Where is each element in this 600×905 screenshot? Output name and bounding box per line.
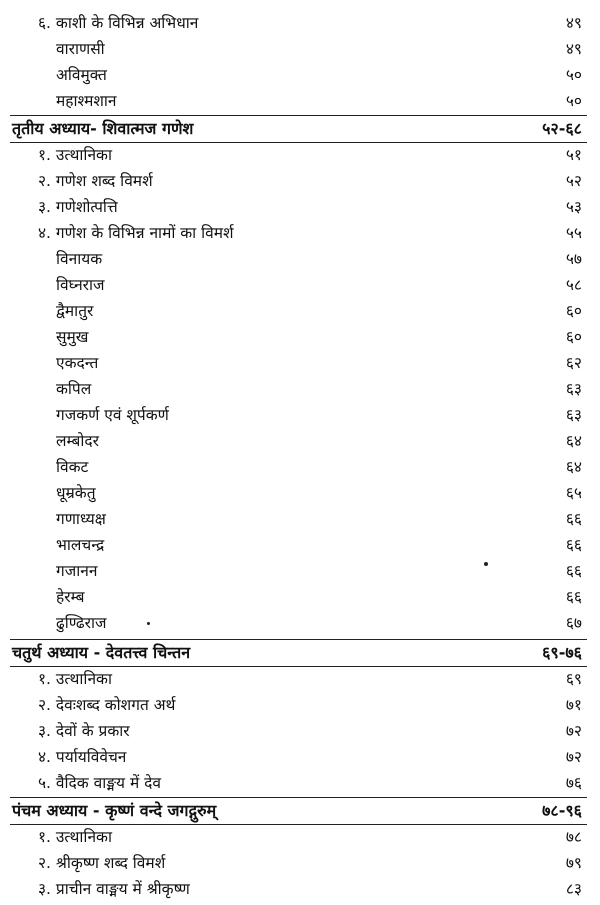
chapter-title: पंचम अध्याय - कृष्णं वन्दे जगद्गुरुम् — [12, 801, 217, 820]
toc-entry-title: २. गणेश शब्द विमर्श — [38, 172, 153, 190]
toc-entry-page: ७९ — [565, 854, 582, 872]
toc-entry — [0, 36, 600, 62]
toc-entry-title: एकदन्त — [56, 354, 99, 372]
toc-entry-title: गजकर्ण एवं शूर्पकर्ण — [56, 406, 169, 424]
toc-entry-page: ७६ — [565, 774, 582, 792]
toc-entry-page: ६४ — [565, 458, 582, 476]
chapter-heading — [0, 640, 600, 666]
toc-entry-page: ५१ — [565, 146, 582, 164]
chapter-page-range: ६९-७६ — [542, 643, 582, 662]
toc-entry-page: ६६ — [565, 588, 582, 606]
toc-entry-page: ५२ — [565, 172, 582, 190]
toc-entry-title: ढुण्ढिराज — [56, 614, 107, 632]
toc-entry-title: २. श्रीकृष्ण शब्द विमर्श — [38, 854, 166, 872]
toc-entry — [0, 876, 600, 902]
toc-entry-page: ६५ — [565, 484, 582, 502]
toc-entry-page: ५० — [565, 66, 582, 84]
toc-entry-title: महाश्मशान — [56, 92, 117, 110]
toc-entry-page: ६४ — [565, 432, 582, 450]
toc-entry-title: धूम्रकेतु — [56, 484, 96, 502]
toc-entry — [0, 744, 600, 770]
chapter-page-range: ५२-६८ — [542, 119, 582, 138]
toc-entry-page: ७८ — [565, 828, 582, 846]
toc-entry-title: ३. देवों के प्रकार — [38, 722, 130, 740]
toc-entry-page: ६६ — [565, 510, 582, 528]
toc-entry-title: ३. गणेशोत्पत्ति — [38, 198, 118, 216]
toc-entry-title: ४. पर्यायविवेचन — [38, 748, 127, 766]
toc-entry — [0, 506, 600, 532]
chapter-title: तृतीय अध्याय- शिवात्मज गणेश — [12, 119, 194, 138]
toc-entry — [0, 272, 600, 298]
toc-entry-title: लम्बोदर — [56, 432, 99, 450]
toc-entry-title: अविमुक्त — [56, 66, 107, 84]
chapter-page-range: ७८-९६ — [542, 801, 582, 820]
toc-entry-page: ७२ — [565, 748, 582, 766]
ink-speck — [484, 562, 488, 566]
toc-entry-title: विकट — [56, 458, 89, 476]
toc-entry — [0, 10, 600, 36]
toc-entry-page: ५७ — [565, 250, 582, 268]
toc-entry — [0, 584, 600, 610]
toc-entry-page: ४९ — [565, 14, 582, 32]
toc-entry-title: ५. वैदिक वाङ्मय में देव — [38, 774, 162, 792]
toc-entry-title: गणाध्यक्ष — [56, 510, 106, 528]
toc-entry-page: ८३ — [565, 880, 582, 898]
toc-entry-page: ५३ — [565, 198, 582, 216]
toc-entry-title: कपिल — [56, 380, 92, 398]
toc-entry-title: २. देवःशब्द कोशगत अर्थ — [38, 696, 176, 714]
toc-entry — [0, 402, 600, 428]
toc-entry-page: ७१ — [565, 696, 582, 714]
toc-entry — [0, 770, 600, 796]
toc-entry — [0, 718, 600, 744]
toc-entry-title: ३. प्राचीन वाङ्मय में श्रीकृष्ण — [38, 880, 190, 898]
toc-entry-page: ६० — [565, 328, 582, 346]
toc-entry-page: ६२ — [565, 354, 582, 372]
toc-entry — [0, 220, 600, 246]
toc-entry-page: ६३ — [565, 406, 582, 424]
toc-entry — [0, 558, 600, 584]
toc-entry — [0, 428, 600, 454]
toc-entry — [0, 194, 600, 220]
toc-entry-page: ६६ — [565, 536, 582, 554]
toc-entry — [0, 142, 600, 168]
toc-entry-page: ६० — [565, 302, 582, 320]
toc-entry-title: १. उत्थानिका — [38, 670, 112, 688]
toc-entry-page: ५० — [565, 92, 582, 110]
toc-entry — [0, 88, 600, 114]
toc-entry-page: ५८ — [565, 276, 582, 294]
chapter-heading — [0, 798, 600, 824]
ink-speck — [147, 622, 150, 625]
toc-entry-page: ६७ — [565, 614, 582, 632]
toc-entry-title: विघ्नराज — [56, 276, 105, 294]
toc-entry-page: ६९ — [565, 670, 582, 688]
toc-entry — [0, 850, 600, 876]
toc-entry-title: १. उत्थानिका — [38, 146, 112, 164]
toc-entry — [0, 454, 600, 480]
toc-entry — [0, 298, 600, 324]
toc-entry-page: ७२ — [565, 722, 582, 740]
toc-entry — [0, 532, 600, 558]
toc-entry-title: १. उत्थानिका — [38, 828, 112, 846]
toc-entry-title: ६. काशी के विभिन्न अभिधान — [38, 14, 199, 32]
chapter-heading — [0, 116, 600, 142]
toc-entry-page: ६३ — [565, 380, 582, 398]
toc-entry — [0, 480, 600, 506]
toc-entry-title: सुमुख — [56, 328, 89, 346]
toc-entry — [0, 692, 600, 718]
toc-entry-page: ५५ — [565, 224, 582, 242]
toc-entry-title: विनायक — [56, 250, 103, 268]
toc-entry-title: ४. गणेश के विभिन्न नामों का विमर्श — [38, 224, 234, 242]
toc-entry — [0, 610, 600, 636]
toc-entry — [0, 350, 600, 376]
toc-entry — [0, 666, 600, 692]
toc-entry-page: ४९ — [565, 40, 582, 58]
toc-entry — [0, 168, 600, 194]
chapter-title: चतुर्थ अध्याय - देवतत्त्व चिन्तन — [12, 643, 191, 662]
toc-entry-page: ६६ — [565, 562, 582, 580]
toc-entry-title: गजानन — [56, 562, 98, 580]
toc-entry — [0, 324, 600, 350]
toc-entry — [0, 62, 600, 88]
toc-entry-title: भालचन्द्र — [56, 536, 105, 554]
toc-entry-title: हेरम्ब — [56, 588, 85, 606]
toc-entry — [0, 824, 600, 850]
toc-entry-title: द्वैमातुर — [56, 302, 94, 320]
toc-entry — [0, 376, 600, 402]
toc-entry-title: वाराणसी — [56, 40, 105, 58]
toc-entry — [0, 246, 600, 272]
